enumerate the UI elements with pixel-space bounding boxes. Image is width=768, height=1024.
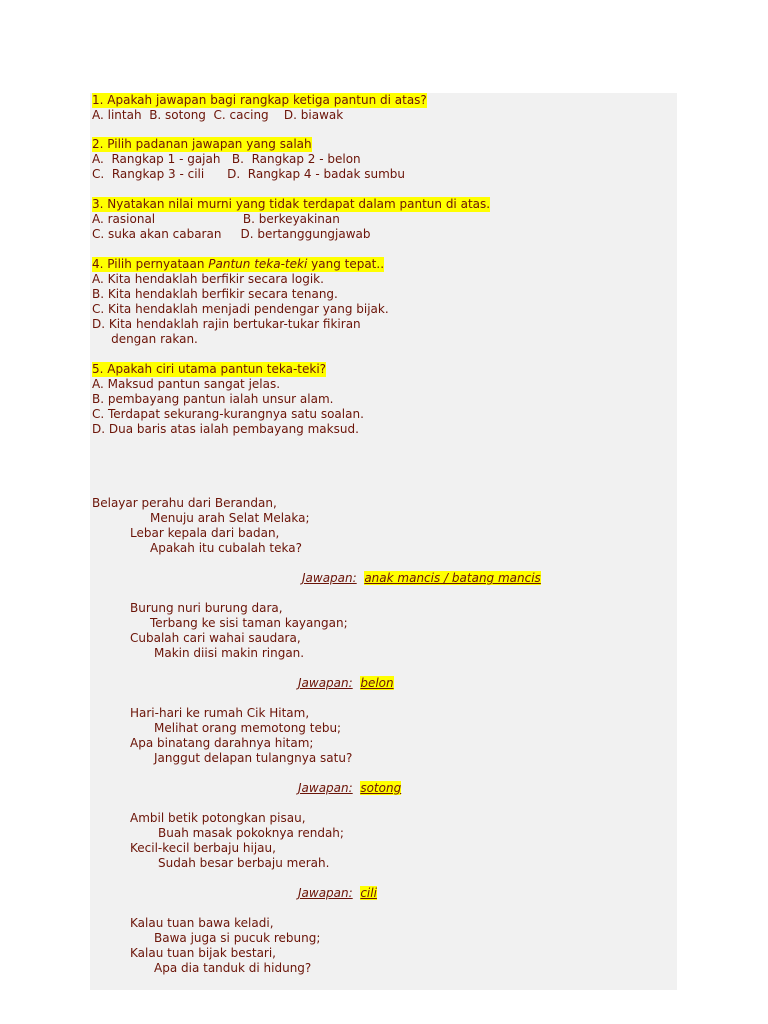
pantun-2-line: Burung nuri burung dara, bbox=[130, 601, 283, 615]
question-3-option-line: C. suka akan cabaran D. bertanggungjawab bbox=[92, 227, 371, 241]
answer-label: Jawapan: bbox=[298, 781, 353, 795]
pantun-1-line: Apakah itu cubalah teka? bbox=[150, 541, 302, 555]
pantun-1-line: Lebar kepala dari badan, bbox=[130, 526, 280, 540]
question-2-option-line: A. Rangkap 1 - gajah B. Rangkap 2 - belon bbox=[92, 152, 361, 166]
question-4-text-end: yang tepat.. bbox=[307, 257, 385, 271]
pantun-5-line: Apa dia tanduk di hidung? bbox=[154, 961, 312, 975]
pantun-3-line: Janggut delapan tulangnya satu? bbox=[154, 751, 353, 765]
answer-label: Jawapan: bbox=[302, 571, 357, 585]
question-2-option-line: C. Rangkap 3 - cili D. Rangkap 4 - badak sumbu bbox=[92, 167, 406, 181]
question-4-option-line: C. Kita hendaklah menjadi pendengar yang bijak. bbox=[92, 302, 389, 316]
question-5-option-line: D. Dua baris atas ialah pembayang maksud. bbox=[92, 422, 359, 436]
question-2: 2. Pilih padanan jawapan yang salah bbox=[92, 137, 312, 151]
pantun-2-line: Makin diisi makin ringan. bbox=[154, 646, 305, 660]
pantun-5-line: Kalau tuan bawa keladi, bbox=[130, 916, 274, 930]
pantun-3-line: Melihat orang memotong tebu; bbox=[154, 721, 342, 735]
answer-label: Jawapan: bbox=[298, 886, 353, 900]
question-5-option-line: C. Terdapat sekurang-kurangnya satu soalan. bbox=[92, 407, 364, 421]
pantun-5-line: Kalau tuan bijak bestari, bbox=[130, 946, 276, 960]
question-5-option-line: A. Maksud pantun sangat jelas. bbox=[92, 377, 281, 391]
question-4-italic-term: Pantun teka-teki bbox=[208, 257, 308, 271]
pantun-2-line: Terbang ke sisi taman kayangan; bbox=[150, 616, 348, 630]
pantun-4-answer bbox=[298, 886, 377, 901]
pantun-4-line: Kecil-kecil berbaju hijau, bbox=[130, 841, 276, 855]
pantun-5-line: Bawa juga si pucuk rebung; bbox=[154, 931, 321, 945]
question-3: 3. Nyatakan nilai murni yang tidak terdapat dalam pantun di atas. bbox=[92, 197, 491, 211]
answer-value: sotong bbox=[360, 781, 402, 795]
answer-value: belon bbox=[360, 676, 394, 690]
pantun-1-line: Belayar perahu dari Berandan, bbox=[92, 496, 277, 510]
question-3-option-line: A. rasional B. berkeyakinan bbox=[92, 212, 340, 226]
question-4-option-line: B. Kita hendaklah berfikir secara tenang. bbox=[92, 287, 338, 301]
question-5-option-line: B. pembayang pantun ialah unsur alam. bbox=[92, 392, 334, 406]
question-4-option-line: dengan rakan. bbox=[92, 332, 198, 346]
pantun-4-line: Ambil betik potongkan pisau, bbox=[130, 811, 306, 825]
pantun-1-line: Menuju arah Selat Melaka; bbox=[150, 511, 310, 525]
pantun-3-answer bbox=[298, 781, 401, 796]
pantun-2-line: Cubalah cari wahai saudara, bbox=[130, 631, 301, 645]
pantun-2-answer bbox=[298, 676, 394, 691]
question-5: 5. Apakah ciri utama pantun teka-teki? bbox=[92, 362, 327, 376]
question-4-text-start: 4. Pilih pernyataan bbox=[92, 257, 209, 271]
question-4-option-line: D. Kita hendaklah rajin bertukar-tukar fikiran bbox=[92, 317, 361, 331]
answer-value: cili bbox=[360, 886, 377, 900]
pantun-3-line: Hari-hari ke rumah Cik Hitam, bbox=[130, 706, 310, 720]
pantun-3-line: Apa binatang darahnya hitam; bbox=[130, 736, 314, 750]
pantun-4-line: Sudah besar berbaju merah. bbox=[158, 856, 330, 870]
answer-value: anak mancis / batang mancis bbox=[364, 571, 541, 585]
question-1: 1. Apakah jawapan bagi rangkap ketiga pantun di atas? bbox=[92, 93, 427, 107]
document-page bbox=[90, 93, 677, 990]
pantun-4-line: Buah masak pokoknya rendah; bbox=[158, 826, 344, 840]
question-1-options: A. lintah B. sotong C. cacing D. biawak bbox=[92, 108, 344, 122]
question-4 bbox=[92, 257, 384, 272]
answer-label: Jawapan: bbox=[298, 676, 353, 690]
pantun-1-answer bbox=[302, 571, 541, 586]
question-4-option-line: A. Kita hendaklah berfikir secara logik. bbox=[92, 272, 324, 286]
